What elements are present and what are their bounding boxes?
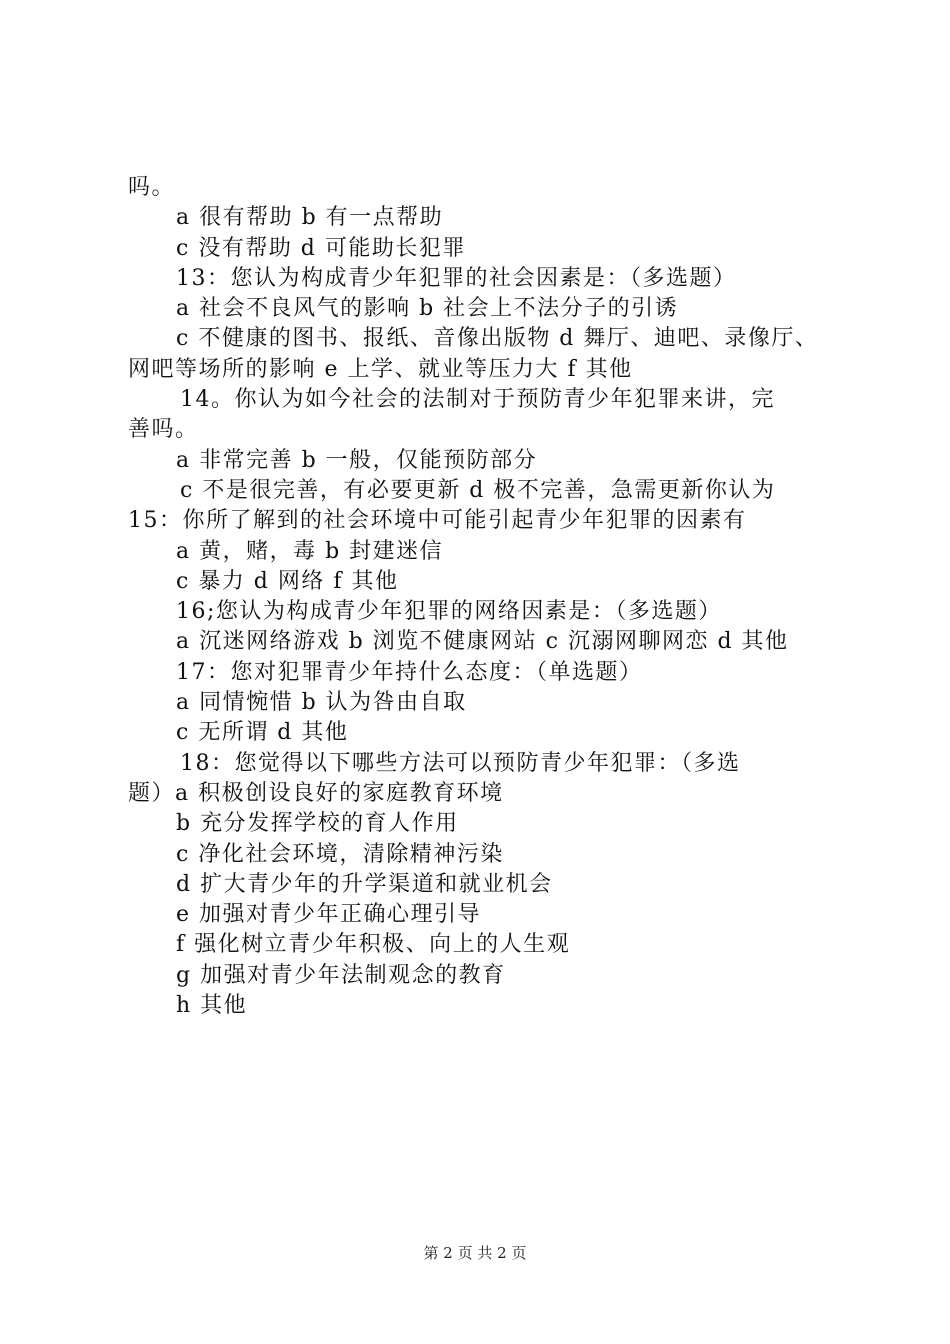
option-line: c 无所谓 d 其他 [176, 720, 349, 746]
option-line: a 同情惋惜 b 认为咎由自取 [176, 690, 467, 716]
option-line: f 强化树立青少年积极、向上的人生观 [176, 932, 571, 958]
option-line: d 扩大青少年的升学渠道和就业机会 [176, 871, 553, 897]
option-line: a 沉迷网络游戏 b 浏览不健康网站 c 沉溺网聊网恋 d 其他 [176, 629, 789, 655]
option-line: c 没有帮助 d 可能助长犯罪 [176, 235, 466, 261]
question-line: 18：您觉得以下哪些方法可以预防青少年犯罪：（多选 [180, 750, 741, 776]
option-line: 题）a 积极创设良好的家庭教育环境 [128, 780, 504, 806]
option-line: c 净化社会环境，清除精神污染 [176, 841, 504, 867]
option-line: a 黄，赌，毒 b 封建迷信 [176, 538, 444, 564]
page-number-label: 第 2 页 共 2 页 [423, 1244, 527, 1262]
question-line: 14。你认为如今社会的法制对于预防青少年犯罪来讲，完 [180, 387, 775, 413]
option-line: a 社会不良风气的影响 b 社会上不法分子的引诱 [176, 296, 679, 322]
document-body [128, 173, 850, 1021]
option-line: a 非常完善 b 一般，仅能预防部分 [176, 447, 538, 473]
option-line: a 很有帮助 b 有一点帮助 [176, 205, 444, 231]
question-line: 16;您认为构成青少年犯罪的网络因素是：（多选题） [176, 599, 722, 625]
question-line: 15：你所了解到的社会环境中可能引起青少年犯罪的因素有 [128, 508, 747, 534]
option-line: 网吧等场所的影响 e 上学、就业等压力大 f 其他 [128, 356, 633, 382]
option-line: g 加强对青少年法制观念的教育 [176, 962, 506, 988]
text-line: 善吗。 [128, 417, 199, 443]
option-line: c 暴力 d 网络 f 其他 [176, 568, 399, 594]
question-line: 13：您认为构成青少年犯罪的社会因素是：（多选题） [176, 265, 737, 291]
option-line: e 加强对青少年正确心理引导 [176, 902, 482, 928]
question-line: 17：您对犯罪青少年持什么态度：（单选题） [176, 659, 643, 685]
option-line: c 不健康的图书、报纸、音像出版物 d 舞厅、迪吧、录像厅、 [176, 326, 819, 352]
option-line: c 不是很完善，有必要更新 d 极不完善，急需更新你认为 [180, 477, 776, 503]
text-line: 吗。 [128, 175, 176, 200]
page-footer [0, 1243, 950, 1263]
option-line: h 其他 [176, 993, 248, 1019]
option-line: b 充分发挥学校的育人作用 [176, 811, 459, 837]
